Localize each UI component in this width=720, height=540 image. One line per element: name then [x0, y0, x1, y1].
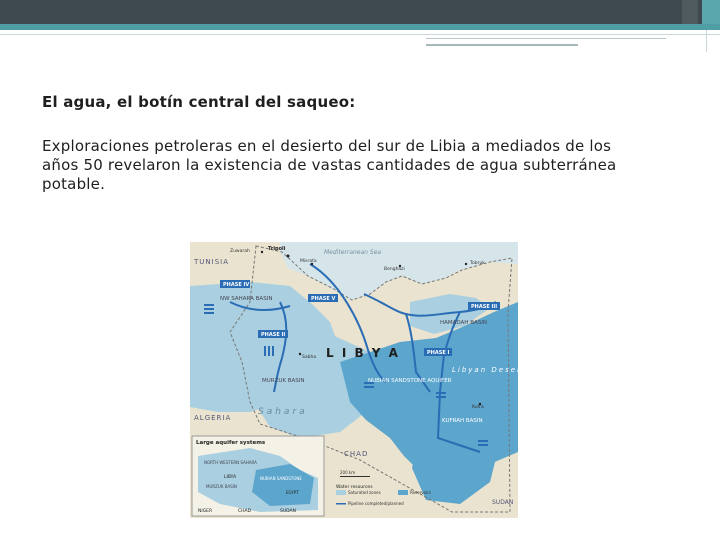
well-field-icon: [268, 346, 270, 356]
well-field-icon: [478, 440, 488, 442]
phase-label: PHASE I: [427, 350, 450, 356]
city-dot: [299, 353, 301, 355]
legend-title: Water resources: [336, 485, 373, 490]
inset-title: Large aquifer systems: [196, 440, 266, 446]
city-label: Benghazi: [384, 267, 405, 272]
legend-item: Reservoirs: [410, 490, 431, 495]
corner-accent-teal: [702, 0, 720, 24]
header-accent-rule: [426, 44, 578, 46]
well-field-icon: [436, 396, 446, 398]
phase-label: PHASE III: [471, 304, 498, 310]
inset-aquifer-map: [192, 436, 324, 516]
label-algeria: ALGERIA: [194, 414, 232, 422]
libya-water-map: [190, 242, 527, 518]
inset-label: NUBIAN SANDSTONE: [260, 476, 302, 481]
label-desert: Sahara: [258, 407, 308, 417]
label-desert: Libyan Desert: [452, 366, 527, 374]
title-bar-band: [0, 0, 720, 24]
inset-label: LIBYA: [224, 475, 237, 480]
corner-accent-dark: [682, 0, 698, 24]
inset-label: NORTH WESTERN SAHARA: [204, 460, 257, 465]
legend-item: Pipeline completed/planned: [348, 501, 404, 506]
inset-label: MURZUK BASIN: [206, 484, 237, 489]
slide-body-text: Exploraciones petroleras en el desierto del sur de Libia a mediados de los años 50 revelaron la existencia de vastas cantidades de agua subterránea potable.: [42, 137, 617, 193]
header-thin-rule: [0, 34, 720, 35]
well-field-icon: [364, 386, 374, 388]
well-field-icon: [204, 308, 214, 310]
legend-swatch-reservoirs: [398, 490, 408, 495]
city-label: Tobruk: [470, 261, 485, 266]
city-label: Kufra: [472, 405, 484, 410]
inset-label: NIGER: [198, 509, 213, 514]
label-tunisia: TUNISIA: [194, 258, 229, 266]
city-label: Misrata: [300, 259, 317, 264]
well-field-icon: [204, 312, 214, 314]
city-dot: [287, 255, 290, 258]
legend-swatch-saturated: [336, 490, 346, 495]
label-chad: CHAD: [344, 450, 369, 458]
phase-label: PHASE II: [261, 332, 286, 338]
well-field-icon: [264, 346, 266, 356]
city-label: Tripoli: [268, 246, 286, 252]
label-basin: HAMADAH BASIN: [440, 320, 487, 326]
legend-item: Saturated zones: [348, 490, 381, 495]
inset-label: CHAD: [238, 509, 252, 514]
well-field-icon: [478, 444, 488, 446]
scale-bar: [340, 476, 370, 477]
label-libya: L I B Y A: [326, 346, 400, 360]
city-label: Zuwarah: [230, 249, 250, 254]
inset-label: SUDAN: [280, 509, 296, 514]
label-sea: Mediterranean Sea: [324, 249, 382, 256]
phase-label: PHASE V: [311, 296, 336, 302]
inset-label: EGYPT: [286, 490, 299, 495]
label-basin: NUBIAN SANDSTONE AQUIFER: [368, 378, 452, 384]
city-dot: [261, 251, 263, 253]
city-label: Sabha: [302, 355, 317, 360]
label-basin: NW SAHARA BASIN: [220, 296, 273, 302]
legend-swatch-pipeline: [336, 503, 346, 505]
city-dot: [465, 263, 467, 265]
slide-title: El agua, el botín central del saqueo:: [42, 93, 356, 111]
well-field-icon: [436, 392, 446, 394]
label-basin: KUFRAH BASIN: [442, 418, 483, 424]
header-teal-rule: [0, 24, 720, 30]
well-field-icon: [272, 346, 274, 356]
well-field-icon: [204, 304, 214, 306]
label-basin: MURZUK BASIN: [262, 378, 305, 384]
label-sudan: SUDAN: [492, 499, 514, 506]
legend-scale: 200 km: [340, 470, 356, 475]
header-vertical-rule: [706, 30, 707, 52]
header-thin-rule-short: [426, 38, 666, 39]
phase-label: PHASE IV: [223, 282, 250, 288]
